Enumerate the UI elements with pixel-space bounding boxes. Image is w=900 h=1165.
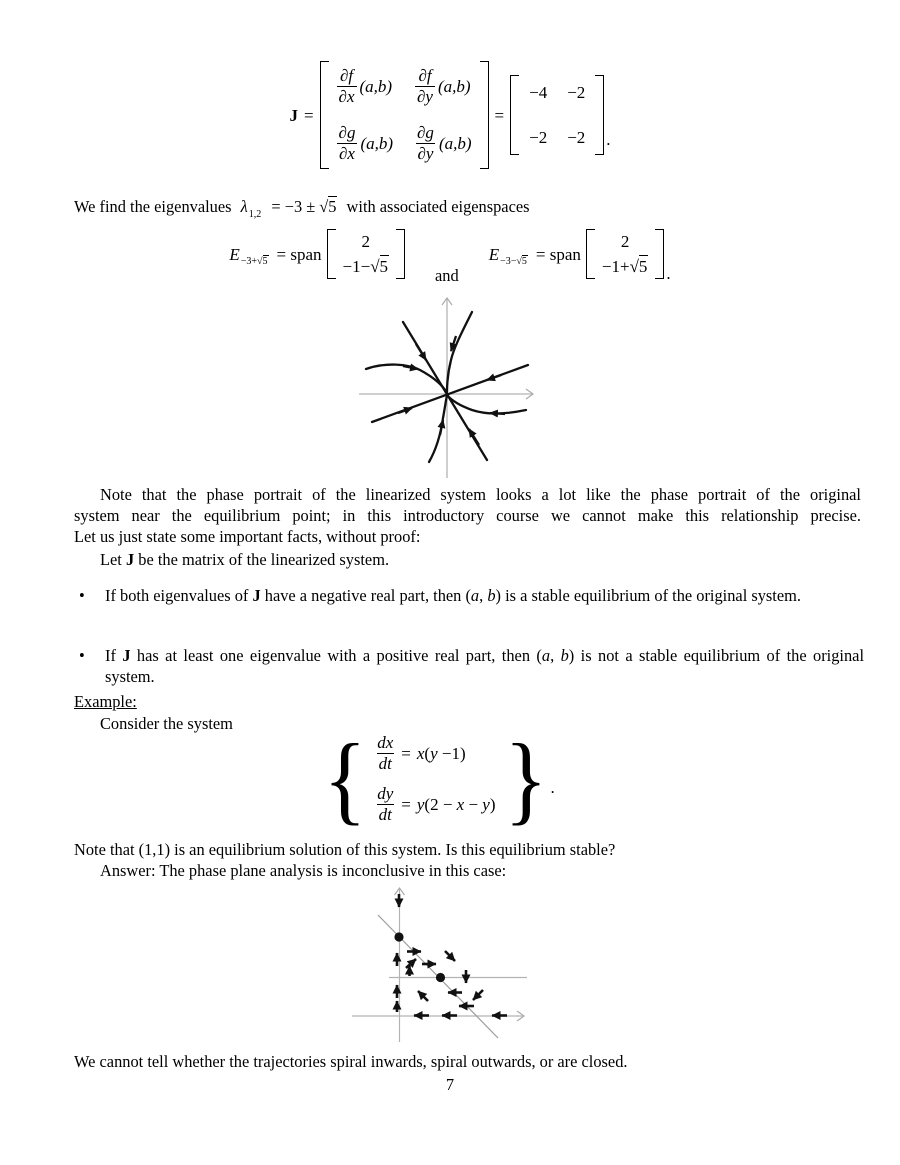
jacobian-values-grid xyxy=(519,74,595,156)
vec-rad: 5 xyxy=(638,257,648,276)
matrix-entry: −2 xyxy=(567,128,586,148)
connector-and: and xyxy=(435,266,459,285)
vector-bottom xyxy=(343,255,390,277)
partial-num: ∂g xyxy=(417,123,434,143)
sqrt-sign: √ xyxy=(319,197,329,216)
partial-num: ∂f xyxy=(339,66,354,85)
partial-num: ∂g xyxy=(338,123,356,143)
matrix-entry: −2 xyxy=(529,128,548,148)
deriv-num: dx xyxy=(377,732,394,752)
matrix-bracket-left xyxy=(586,229,595,279)
equals-sign: = xyxy=(494,105,505,125)
ode-row-2 xyxy=(375,784,495,825)
example-underlined: Example: xyxy=(74,692,137,711)
relation: = −3 ± xyxy=(271,197,316,216)
equals-sign: = xyxy=(401,743,411,763)
radicand: 5 xyxy=(328,197,337,216)
equilibrium-point-1-1 xyxy=(436,973,445,982)
equilibrium-question: Note that (1,1) is an equilibrium solution of this system. Is this equilibrium stable? xyxy=(74,840,616,859)
consider-line: Consider the system xyxy=(100,714,233,733)
eigenvalues-line xyxy=(74,196,530,220)
conclusion-line: We cannot tell whether the trajectories spiral inwards, spiral outwards, or are closed. xyxy=(74,1052,628,1071)
jacobian-partials-matrix xyxy=(320,60,489,170)
deriv-den: dt xyxy=(378,753,392,773)
phase-plane-figure xyxy=(340,878,560,1048)
trajectory-from-left xyxy=(366,365,447,393)
arrow-toward-origin xyxy=(487,375,501,380)
answer-line: Answer: The phase plane analysis is inconclusive in this case: xyxy=(100,861,507,880)
note-paragraph xyxy=(74,484,861,547)
sub-pre: −3+ xyxy=(240,255,257,267)
ode-rhs: x(y −1) xyxy=(416,743,466,763)
example-label xyxy=(74,691,137,712)
matrix-bracket-right xyxy=(480,61,489,169)
trajectory-from-bottom-left xyxy=(429,395,447,462)
eigenvector xyxy=(595,228,656,280)
eigenvector-matrix xyxy=(327,228,406,280)
period: . xyxy=(666,264,671,283)
eigenspaces-inner xyxy=(229,228,671,285)
partial-num: ∂f xyxy=(418,66,432,85)
left-brace: { xyxy=(323,723,367,834)
bullet-item-1 xyxy=(74,585,864,606)
matrix-bracket-left xyxy=(510,75,519,155)
bullet-item-2 xyxy=(74,645,864,687)
eval-args: (a,b) xyxy=(359,77,393,97)
jacobian-cell xyxy=(415,123,471,164)
E-subscript xyxy=(500,251,528,272)
page-number: 7 xyxy=(445,1075,455,1094)
vec-sqrt: √ xyxy=(370,256,380,276)
arrow-toward-origin xyxy=(490,413,505,414)
vec-sqrt: √ xyxy=(629,256,639,276)
direction-arrows xyxy=(398,336,505,445)
matrix-bracket-left xyxy=(320,61,329,169)
phase-portrait-figure xyxy=(350,288,550,484)
lambda-symbol: λ xyxy=(240,197,248,216)
matrix-bracket-left xyxy=(327,229,336,279)
partial-den: ∂y xyxy=(417,87,433,107)
equals-sign: = xyxy=(401,795,411,815)
sub-pre: −3− xyxy=(500,255,517,267)
jacobian-cell xyxy=(337,123,393,164)
matrix-entry: −4 xyxy=(529,83,548,103)
paragraph-line: system near the equilibrium point; in this introductory course we cannot make this relationship precise. xyxy=(74,506,861,525)
let-j-line: Let J be the matrix of the linearized system. xyxy=(100,550,390,569)
equilibrium-point-0-2 xyxy=(394,932,403,941)
field-arrow-up-left xyxy=(418,991,428,1001)
trajectory-from-right xyxy=(447,395,526,413)
matrix-entry: −2 xyxy=(567,83,586,103)
paragraph-line: Let us just state some important facts, without proof: xyxy=(74,527,421,546)
eval-args: (a,b) xyxy=(360,134,394,154)
E-symbol: E xyxy=(488,244,500,264)
period: . xyxy=(550,777,555,797)
period: . xyxy=(606,130,611,150)
vec-bot-pre: −1− xyxy=(342,256,371,276)
span-eq: = span xyxy=(276,244,322,264)
span-eq: = span xyxy=(535,244,581,264)
vector-top: 2 xyxy=(361,232,371,251)
jacobian-lhs: J xyxy=(289,105,298,125)
matrix-bracket-right xyxy=(655,229,664,279)
partial-den: ∂y xyxy=(417,144,434,164)
field-arrow-down-right xyxy=(445,951,455,961)
jacobian-values-matrix xyxy=(510,74,604,156)
sub-rad: 5 xyxy=(262,255,268,267)
vec-bot-pre: −1+ xyxy=(601,256,630,276)
field-arrow-up-right xyxy=(406,959,416,968)
eval-args: (a,b) xyxy=(437,77,471,97)
eigenspace-1 xyxy=(229,228,405,280)
deriv-num: dy xyxy=(377,784,394,803)
partial-den: ∂x xyxy=(339,144,355,164)
deriv-den: dt xyxy=(378,805,392,825)
ode-rhs: y(2 − x − y) xyxy=(416,795,496,815)
sub-sqrt: √ xyxy=(516,255,522,267)
jacobian-partials-grid xyxy=(329,60,480,170)
vector-top: 2 xyxy=(620,232,630,251)
paragraph-line: Note that the phase portrait of the linearized system looks a lot like the phase portrait of the original xyxy=(100,485,861,504)
ode-row-1 xyxy=(375,733,495,774)
sub-rad: 5 xyxy=(521,255,527,267)
ode-system xyxy=(321,723,555,834)
field-arrow-down-left xyxy=(473,990,483,1000)
jacobian-cell xyxy=(415,66,471,107)
vector-bottom xyxy=(602,255,649,277)
direction-field-arrows xyxy=(397,894,507,1016)
bullet-icon: • xyxy=(79,586,85,605)
jacobian-row xyxy=(289,60,610,170)
eigenvector xyxy=(336,228,397,280)
sub-sqrt: √ xyxy=(257,255,263,267)
matrix-bracket-right xyxy=(595,75,604,155)
partial-den: ∂x xyxy=(338,87,355,107)
lambda-subscript: 1,2 xyxy=(248,209,262,220)
arrow-toward-origin xyxy=(416,344,426,360)
trajectory-from-top-right xyxy=(447,312,472,392)
text-suffix: with associated eigenspaces xyxy=(346,197,530,216)
matrix-bracket-right xyxy=(396,229,405,279)
E-subscript xyxy=(241,251,269,272)
jacobian-cell xyxy=(337,66,393,107)
eval-args: (a,b) xyxy=(438,134,472,154)
E-symbol: E xyxy=(229,244,240,264)
eigenspaces-row xyxy=(0,228,900,285)
arrow-toward-origin xyxy=(403,366,418,369)
arrow-toward-origin xyxy=(469,429,479,445)
bullet-text: If J has at least one eigenvalue with a positive real part, then (a, b) is not a stable equilibrium of the original system. xyxy=(105,646,865,686)
vec-rad: 5 xyxy=(379,257,389,276)
text-prefix: We find the eigenvalues xyxy=(74,197,232,216)
eigenvector-matrix xyxy=(586,228,665,280)
eigenspace-2 xyxy=(488,228,671,283)
bullet-icon: • xyxy=(79,646,85,665)
jacobian-equation xyxy=(0,60,900,170)
equals-sign: = xyxy=(303,105,314,125)
arrow-toward-origin xyxy=(440,420,443,435)
axes xyxy=(352,888,527,1042)
bullet-text: If both eigenvalues of J have a negative real part, then (a, b) is a stable equilibrium of the original system. xyxy=(105,586,801,605)
right-brace: } xyxy=(503,723,548,834)
ode-rows xyxy=(375,733,495,825)
